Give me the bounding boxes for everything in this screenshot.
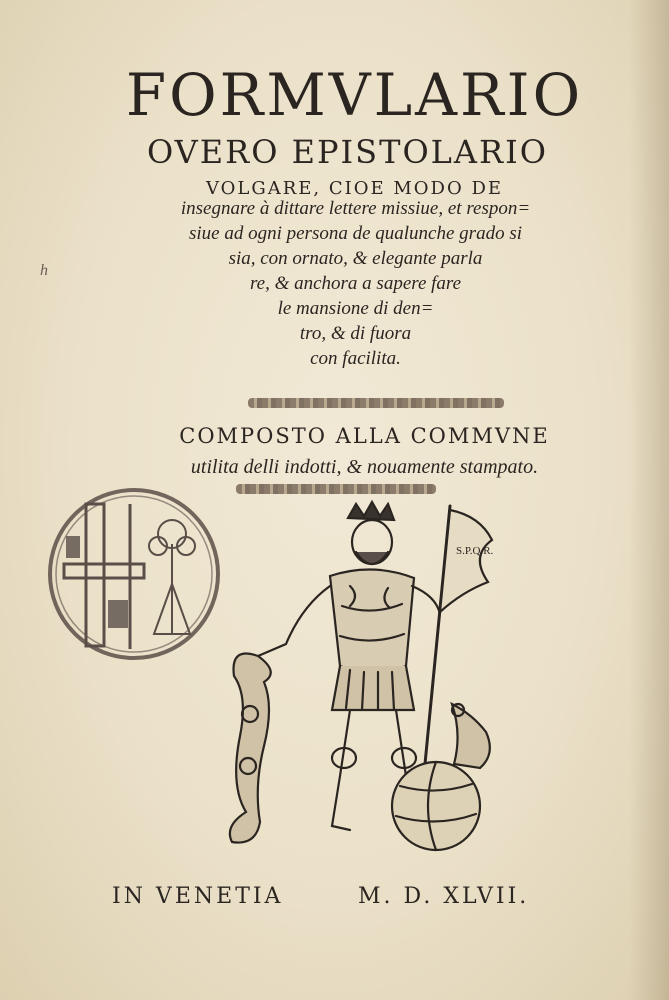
printer-ornament-rule [248,398,504,408]
composto-line: COMPOSTO ALLA COMMVNE [179,424,550,448]
body-line: con facilita. [310,348,401,369]
tree-icon [149,520,195,634]
imprint-place: IN VENETIA [112,884,284,909]
title-line-2: OVERO EPISTOLARIO [147,133,548,171]
title-block [0,60,669,204]
woodcut-warrior-illustration [200,496,500,856]
body-line: sia, con ornato, & elegante parla [228,248,483,269]
body-line: insegnare à dittare lettere missiue, et respon= [180,198,531,219]
body-line: siue ad ogni persona de qualunche grado si [188,223,522,244]
utilita-line: utilita delli indotti, & nouamente stampato. [190,456,539,478]
banner-text: S.P.Q.R. [456,545,494,557]
printer-ornament-rule [236,484,436,494]
imprint-date: M. D. XLVII. [358,884,530,909]
title-body [0,196,669,371]
title-line-1: FORMVLARIO [125,61,584,129]
margin-note: h [40,262,48,279]
library-stamp [44,484,224,664]
body-line: tro, & di fuora [299,323,412,344]
title-line-3: VOLGARE, CIOE MODO DE [205,178,504,199]
body-line: le mansione di den= [277,298,434,319]
body-line: re, & anchora a sapere fare [249,273,462,294]
